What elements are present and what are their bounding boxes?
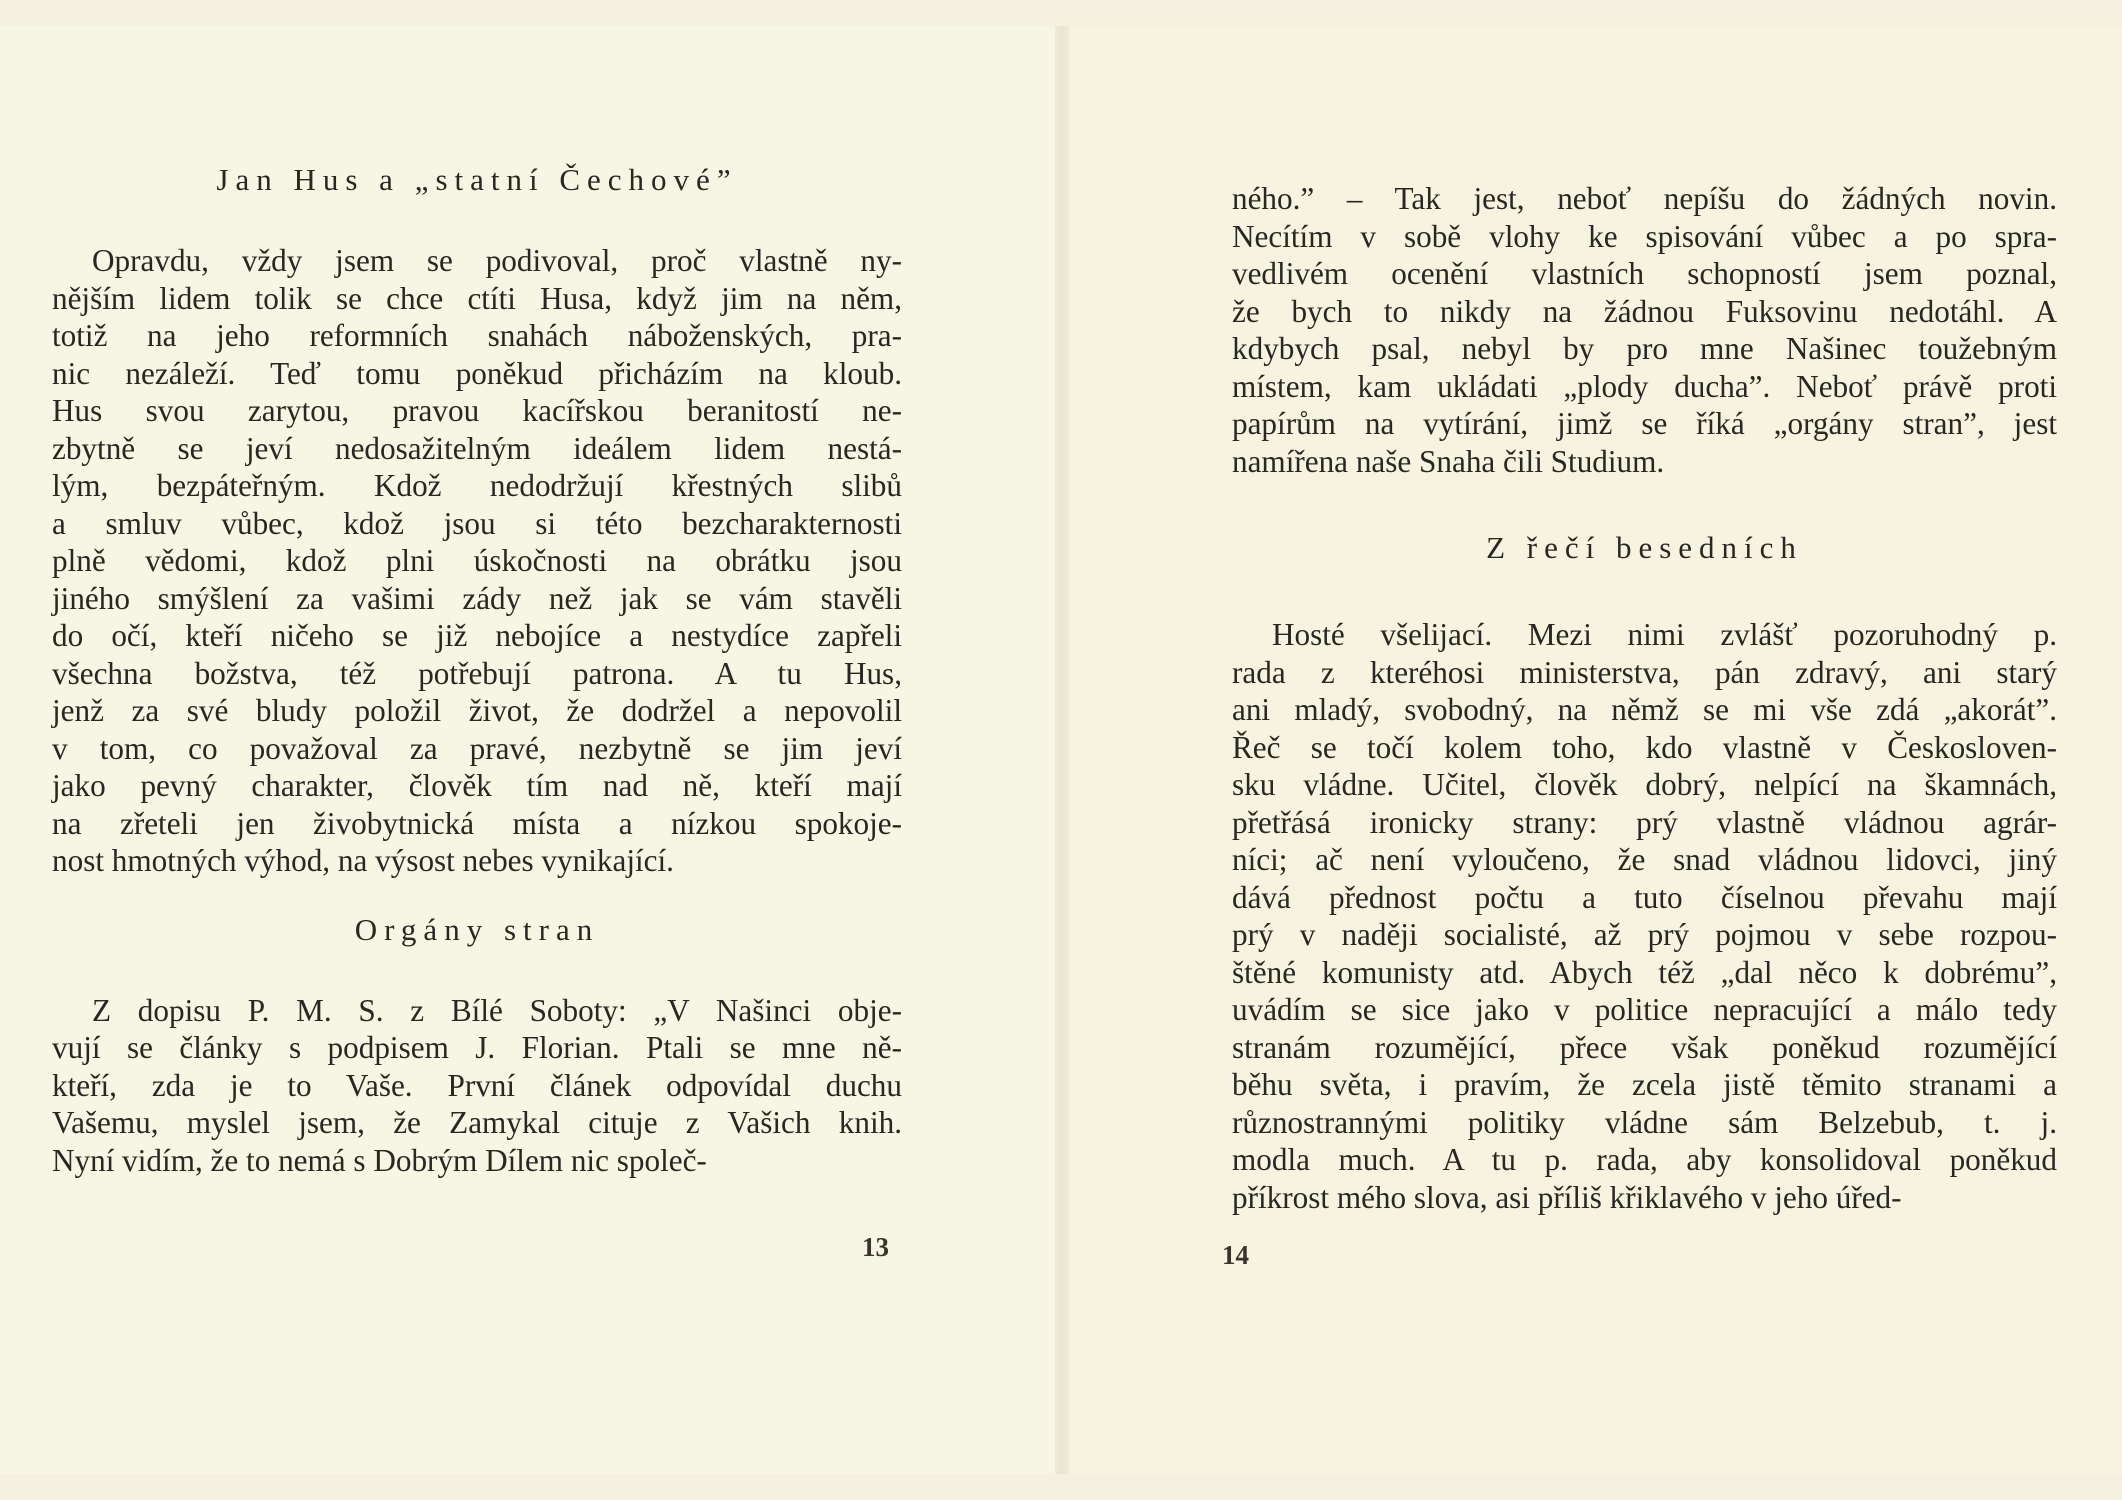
text-line: jenž za své bludy položil život, že dodržel a nepovolil	[52, 693, 902, 728]
text-line: Řeč se točí kolem toho, kdo vlastně v Českosloven-	[1232, 729, 2057, 765]
text-line: modla much. A tu p. rada, aby konsolidoval poněkud	[1232, 1142, 2057, 1177]
text-line: různostrannými politiky vládne sám Belzebub, t. j.	[1232, 1104, 2057, 1140]
text-line: nost hmotných výhod, na výsost nebes vynikající.	[52, 843, 674, 878]
text-line: Opravdu, vždy jsem se podivoval, proč vlastně ny-	[92, 243, 902, 278]
page-number-left: 13	[862, 1232, 889, 1262]
text-line: ani mladý, svobodný, na němž se mi vše zdá „akorát”.	[1232, 692, 2057, 727]
text-line: dává přednost počtu a tuto číselnou převahu mají	[1232, 879, 2057, 915]
text-line: Hosté všelijací. Mezi nimi zvlášť pozoruhodný p.	[1272, 617, 2057, 652]
text-line: papírům na vytírání, jimž se říká „orgány stran”, jest	[1232, 406, 2057, 441]
paragraph-continuation	[1232, 180, 2057, 480]
text-line: uvádím se sice jako v politice nepracující a málo tedy	[1232, 992, 2057, 1027]
left-page-text	[52, 160, 902, 1179]
text-line: ného.” – Tak jest, neboť nepíšu do žádných novin.	[1232, 181, 2057, 216]
paragraph-hus	[52, 242, 902, 880]
text-line: sku vládne. Učitel, člověk dobrý, nelpící na škamnách,	[1232, 767, 2057, 802]
text-line: všechna božstva, též potřebují patrona. A tu Hus,	[52, 655, 902, 691]
text-line: jiného smýšlení za vašimi zády než jak se vám stavěli	[52, 580, 902, 616]
text-line: rada z kteréhosi ministerstva, pán zdravý, ani starý	[1232, 654, 2057, 690]
page-number-right: 14	[1222, 1240, 1249, 1270]
text-line: Necítím v sobě vlohy ke spisování vůbec a po spra-	[1232, 218, 2057, 254]
text-line: do očí, kteří ničeho se již nebojíce a nestydíce zapřeli	[52, 618, 902, 653]
heading-z-reci-besednich: Z řečí besedních	[1486, 530, 1803, 565]
text-line: kdybych psal, nebyl by pro mne Našinec toužebným	[1232, 331, 2057, 366]
text-line: lým, bezpáteřným. Kdož nedodržují křestných slibů	[52, 468, 902, 503]
paragraph-reci	[1232, 616, 2057, 1216]
heading-jan-hus: Jan Hus a „statní Čechové”	[216, 162, 738, 197]
text-line: vují se články s podpisem J. Florian. Ptali se mne ně-	[52, 1030, 902, 1065]
text-line: běhu světa, i pravím, že zcela jistě těmito stranami a	[1232, 1067, 2057, 1102]
heading-organy-stran: Orgány stran	[354, 911, 600, 947]
text-line: níci; ač není vyloučeno, že snad vládnou lidovci, jiný	[1232, 842, 2057, 877]
text-line: plně vědomi, kdož plni úskočnosti na obrátku jsou	[52, 543, 902, 578]
text-line: přetřásá ironicky strany: prý vlastně vládnou agrár-	[1232, 804, 2057, 840]
right-page-text	[1232, 180, 2057, 1216]
paragraph-organy	[52, 992, 902, 1180]
book-gutter	[1055, 26, 1069, 1474]
text-line: a smluv vůbec, kdož jsou si této bezcharakternosti	[52, 505, 902, 541]
text-line: že bych to nikdy na žádnou Fuksovinu nedotáhl. A	[1232, 293, 2057, 329]
text-line: vedlivém ocenění vlastních schopností jsem poznal,	[1232, 256, 2057, 291]
text-line: Hus svou zarytou, pravou kacířskou beranitostí ne-	[52, 393, 902, 428]
text-line: totiž na jeho reformních snahách náboženských, pra-	[52, 318, 902, 353]
text-line: štěné komunisty atd. Abych též „dal něco k dobrému”,	[1232, 954, 2057, 990]
text-line: nic nezáleží. Teď tomu poněkud přicházím na kloub.	[52, 355, 902, 391]
text-line: Vašemu, myslel jsem, že Zamykal cituje z Vašich knih.	[52, 1105, 902, 1140]
text-line: jako pevný charakter, člověk tím nad ně, kteří mají	[52, 768, 902, 803]
text-line: namířena naše Snaha čili Studium.	[1232, 443, 1665, 479]
text-line: zbytně se jeví nedosažitelným ideálem lidem nestá-	[52, 430, 902, 466]
text-line: na zřeteli jen živobytnická místa a nízkou spokoje-	[52, 805, 902, 841]
text-line: Nyní vidím, že to nemá s Dobrým Dílem nic společ-	[52, 1142, 707, 1178]
text-line: místem, kam ukládati „plody ducha”. Neboť právě proti	[1232, 368, 2057, 404]
text-line: v tom, co považoval za pravé, nezbytně se jim jeví	[52, 730, 902, 766]
text-line: Z dopisu P. M. S. z Bílé Soboty: „V Našinci obje-	[92, 992, 902, 1028]
text-line: prý v naději socialisté, až prý pojmou v sebe rozpou-	[1232, 917, 2057, 952]
text-line: nějším lidem tolik se chce ctíti Husa, když jim na něm,	[52, 280, 902, 316]
text-line: příkrost mého slova, asi příliš křiklavého v jeho úřed-	[1232, 1179, 1902, 1215]
text-line: stranám rozumějící, přece však poněkud rozumějící	[1232, 1029, 2057, 1065]
text-line: kteří, zda je to Vaše. První článek odpovídal duchu	[52, 1067, 902, 1103]
